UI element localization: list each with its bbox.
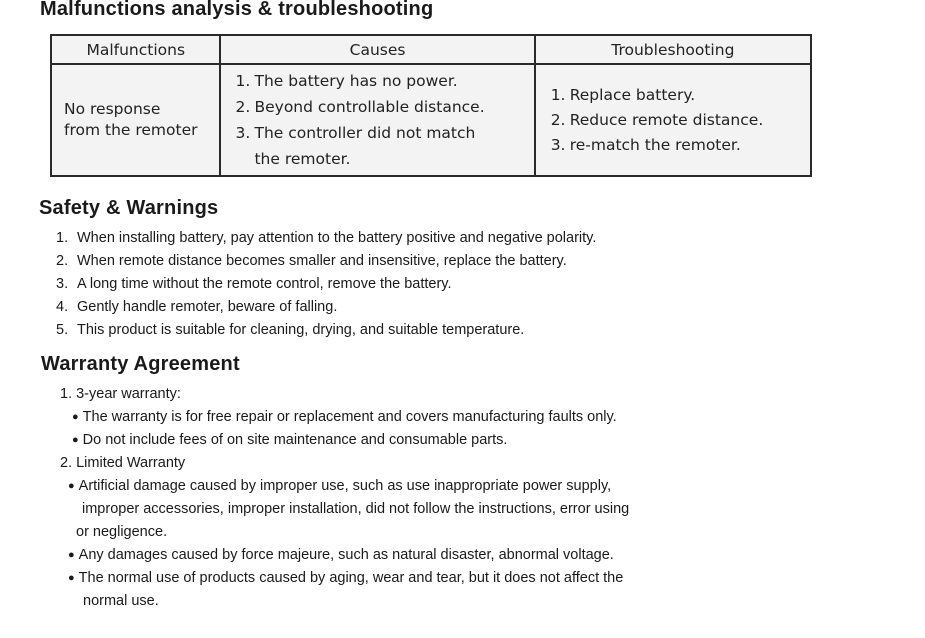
troubleshooting-item	[551, 133, 810, 158]
bullet-text: Do not include fees of on site maintenance and consumable parts.	[82, 432, 508, 448]
malfunction-cell	[51, 64, 220, 176]
bullet-text: The warranty is for free repair or replacement and covers manufacturing faults only.	[82, 409, 617, 425]
item-number: 4.	[56, 299, 69, 315]
bullet-icon: ●	[68, 549, 75, 561]
list-item	[56, 296, 596, 319]
header-causes: Causes	[220, 35, 534, 64]
troubleshooting-item	[551, 108, 810, 133]
bullet-continuation: improper accessories, improper installation, did not follow the instructions, error using	[82, 501, 630, 517]
cause-number: 2.	[235, 98, 251, 116]
bullet-icon: ●	[68, 572, 75, 584]
item-number: 3.	[56, 276, 69, 292]
item-text: When remote distance becomes smaller and insensitive, replace the battery.	[77, 253, 567, 269]
item-text: This product is suitable for cleaning, drying, and suitable temperature.	[77, 322, 525, 338]
bullet-continuation: normal use.	[83, 593, 159, 609]
list-item	[56, 319, 596, 342]
bullet-continuation: or negligence.	[76, 524, 168, 540]
troubleshooting-cell	[535, 64, 811, 176]
cause-number: 3.	[235, 124, 251, 142]
bullet-text: The normal use of products caused by aging, wear and tear, but it does not affect the	[78, 570, 624, 586]
header-troubleshooting: Troubleshooting	[535, 35, 811, 64]
item-number: 1.	[56, 230, 69, 246]
troubleshooting-text: Replace battery.	[569, 85, 696, 104]
list-item	[60, 475, 629, 498]
causes-cell	[220, 64, 534, 176]
cause-number: 1.	[235, 72, 251, 90]
item-number: 5.	[56, 322, 69, 338]
cause-text: The controller did not match	[254, 124, 476, 142]
cause-continuation: the remoter.	[254, 150, 351, 168]
list-item	[60, 429, 629, 452]
warranty-section2-title: 2. Limited Warranty	[60, 455, 186, 471]
troubleshooting-text: re-match the remoter.	[569, 135, 741, 154]
list-item	[60, 567, 629, 590]
cause-text: The battery has no power.	[254, 72, 458, 90]
malfunctions-heading: Malfunctions analysis & troubleshooting	[40, 0, 434, 20]
cause-item	[235, 68, 533, 94]
bullet-icon: ●	[72, 434, 79, 446]
item-text: A long time without the remote control, remove the battery.	[77, 276, 452, 292]
troubleshooting-number: 1.	[550, 85, 566, 104]
troubleshooting-number: 3.	[550, 135, 566, 154]
header-malfunctions: Malfunctions	[51, 35, 220, 64]
list-item	[56, 250, 596, 273]
item-text: Gently handle remoter, beware of falling.	[77, 299, 338, 315]
troubleshooting-list	[551, 83, 810, 158]
cause-text: Beyond controllable distance.	[254, 98, 485, 116]
malfunction-line: from the remoter	[64, 121, 198, 139]
troubleshooting-item	[551, 83, 810, 108]
safety-list	[56, 227, 596, 342]
troubleshooting-text: Reduce remote distance.	[569, 110, 764, 129]
warranty-section1-title: 1. 3-year warranty:	[60, 386, 181, 402]
list-item	[60, 544, 629, 567]
causes-list	[235, 68, 533, 172]
table-row	[51, 64, 811, 176]
bullet-icon: ●	[68, 480, 75, 492]
list-item	[60, 406, 629, 429]
warranty-section	[60, 383, 629, 613]
item-number: 2.	[56, 253, 69, 269]
list-item	[56, 273, 596, 296]
warranty-heading: Warranty Agreement	[41, 353, 240, 375]
troubleshooting-number: 2.	[550, 110, 566, 129]
item-text: When installing battery, pay attention to the battery positive and negative polarity.	[77, 230, 597, 246]
table-header-row	[51, 35, 811, 64]
cause-item	[235, 120, 533, 172]
cause-item	[235, 94, 533, 120]
malfunction-line: No response	[64, 100, 161, 118]
bullet-icon: ●	[72, 411, 79, 423]
bullet-text: Any damages caused by force majeure, such as natural disaster, abnormal voltage.	[78, 547, 614, 563]
safety-heading: Safety & Warnings	[39, 197, 219, 219]
malfunctions-table	[50, 34, 812, 177]
list-item	[56, 227, 596, 250]
bullet-text: Artificial damage caused by improper use, such as use inappropriate power supply,	[78, 478, 612, 494]
